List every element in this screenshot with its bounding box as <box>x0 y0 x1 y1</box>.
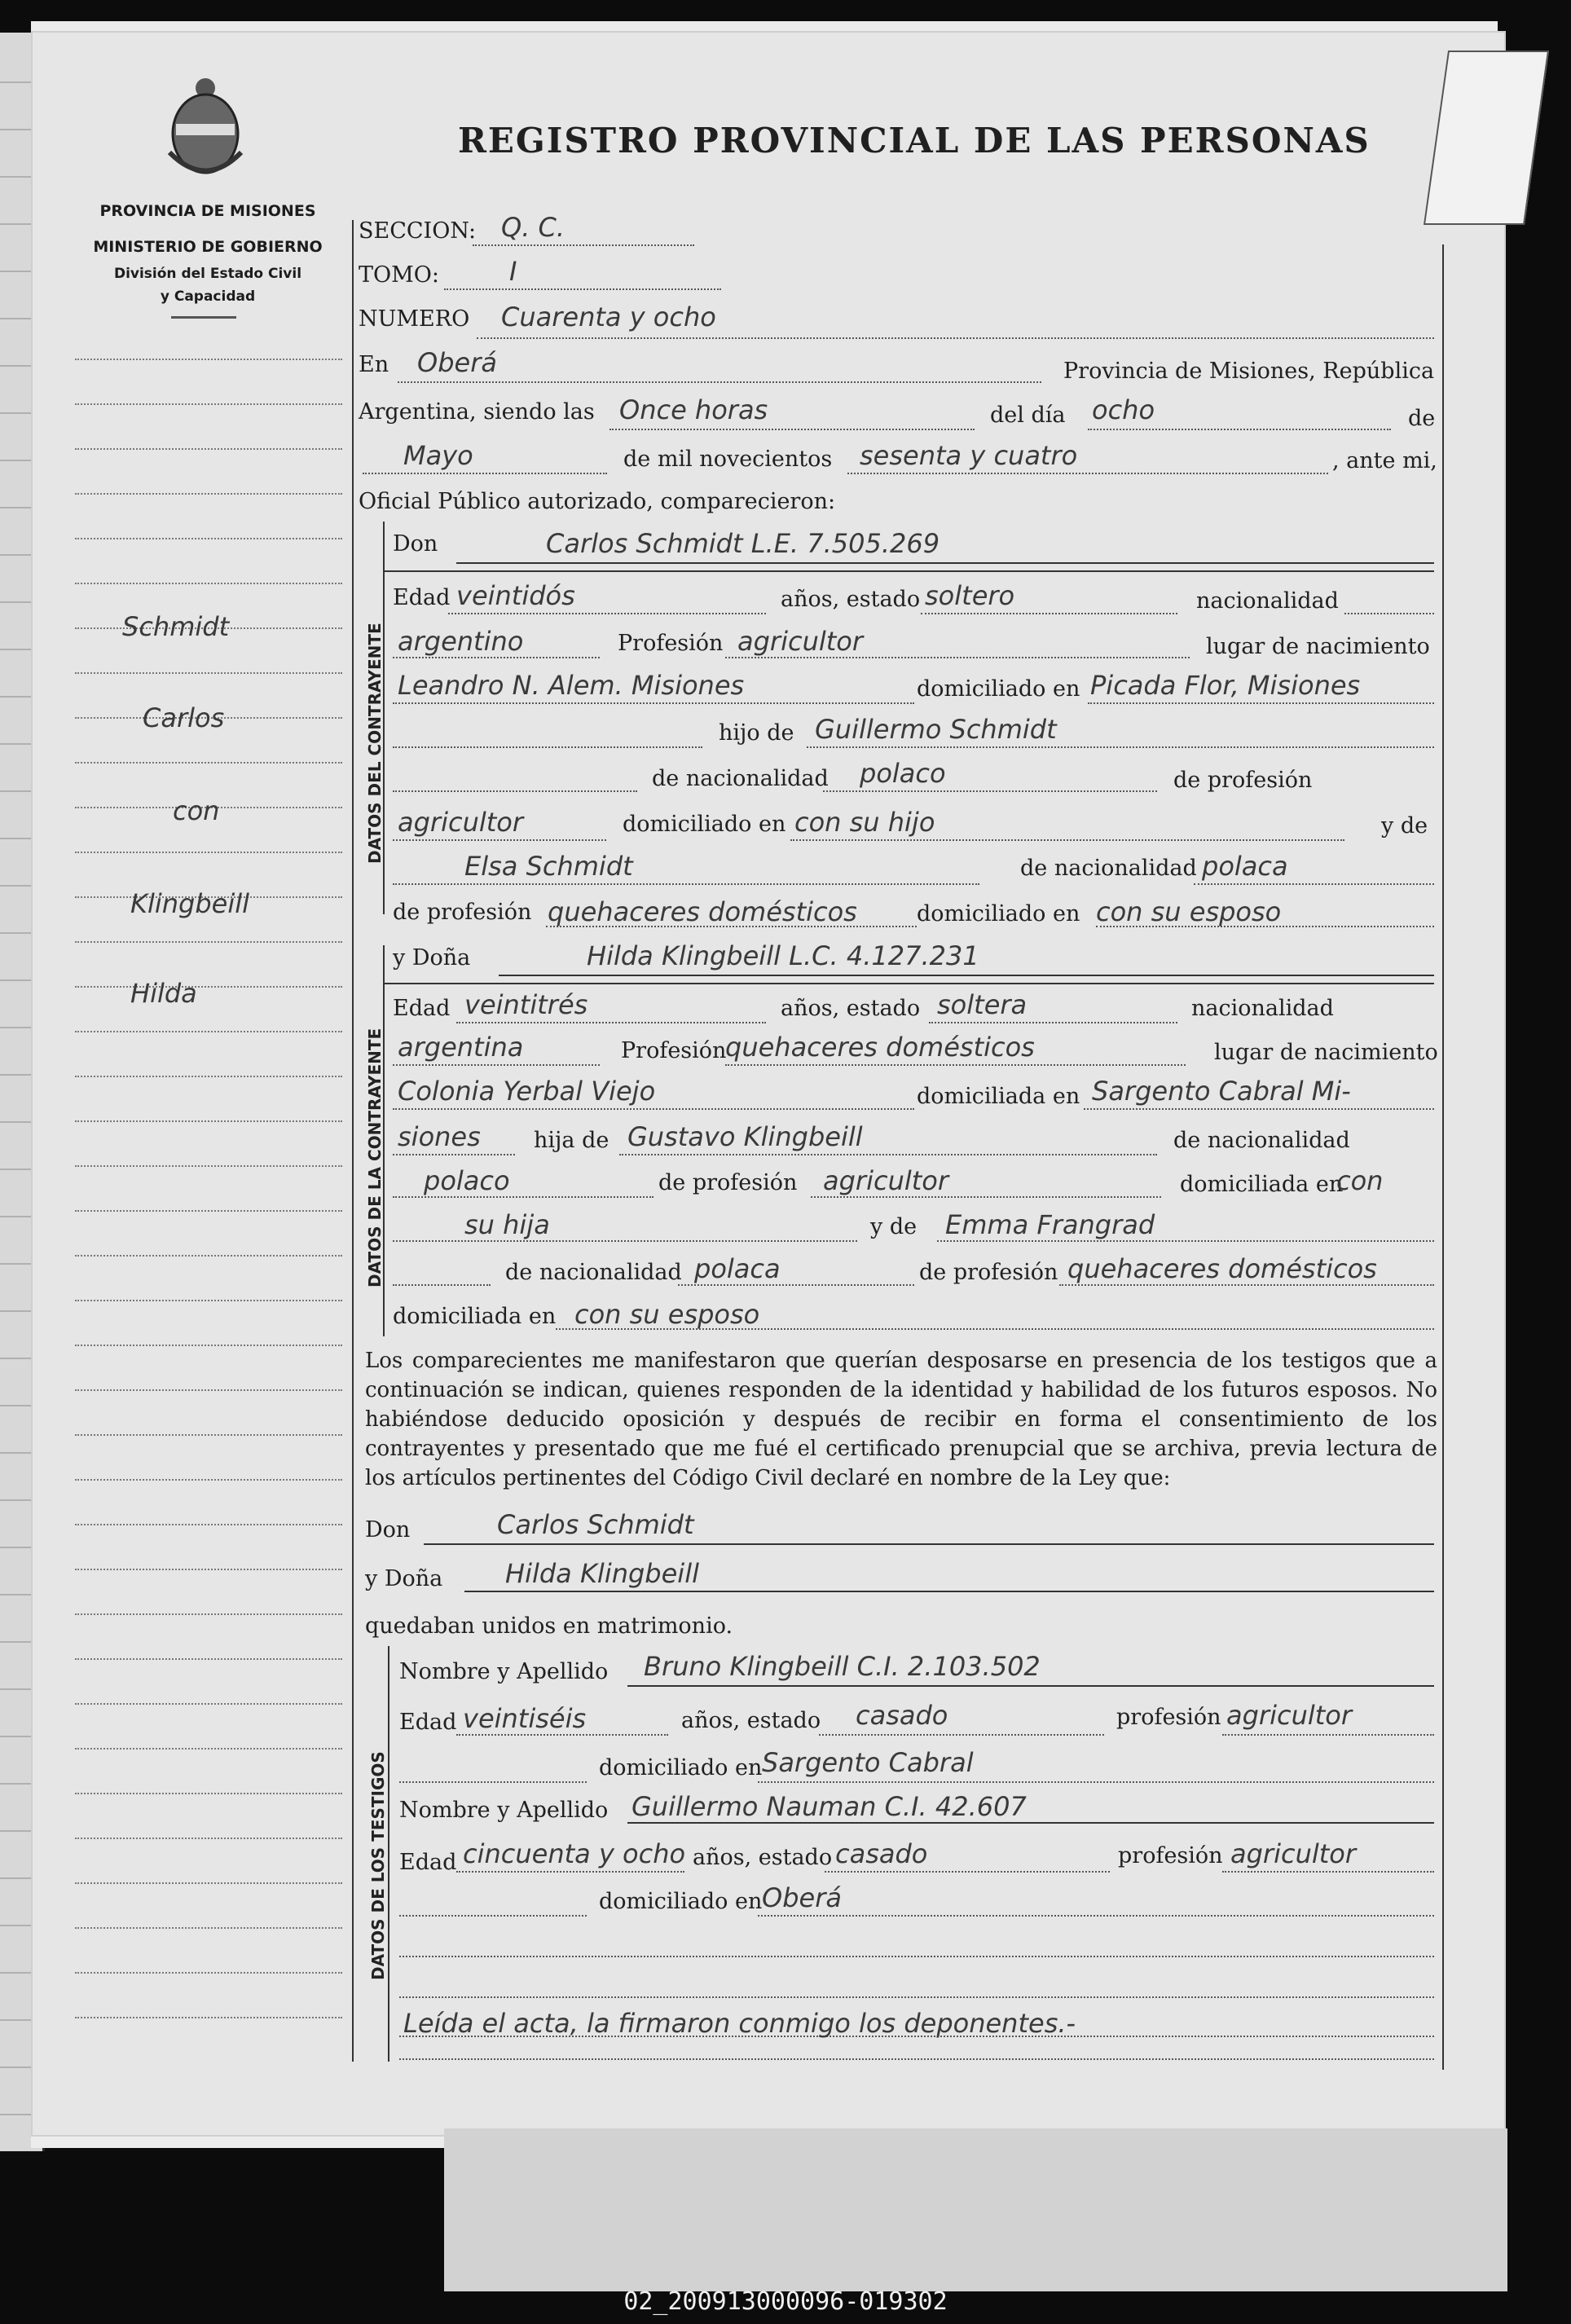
contrayente-padre: Guillermo Schmidt <box>815 714 1057 745</box>
nombre-label-1: Nombre y Apellido <box>399 1659 609 1684</box>
contrayenta-nacionalidad: argentina <box>398 1032 524 1063</box>
underlying-page <box>444 2128 1507 2291</box>
lugar-nac-label: lugar de nacimiento <box>1206 634 1430 659</box>
margin-note: Schmidt <box>122 611 230 642</box>
field-line <box>399 2058 1434 2060</box>
margin-note: Hilda <box>130 978 197 1009</box>
field-line <box>1194 883 1434 885</box>
field-line <box>393 1284 491 1286</box>
edad-label: Edad <box>393 585 451 610</box>
contrayente-domicilio: Picada Flor, Misiones <box>1090 670 1361 701</box>
nacionalidad-label: nacionalidad <box>1196 588 1339 614</box>
profesion-label: Profesión <box>621 1038 727 1063</box>
field-line <box>393 1240 857 1242</box>
field-line <box>499 975 1434 976</box>
contrayente-padre-dom: con su hijo <box>794 807 935 838</box>
edad-label: Edad <box>393 996 451 1021</box>
signature-statement: Leída el acta, la firmaron conmigo los deponentes.- <box>403 2008 1076 2039</box>
contrayenta-padre-dom: con <box>1336 1165 1384 1196</box>
field-line <box>393 746 702 748</box>
seccion-label: SECCION: <box>359 218 477 244</box>
oficial-text: Oficial Público autorizado, comparecieron: <box>359 489 836 514</box>
field-line <box>444 288 721 290</box>
field-line <box>399 1956 1434 1957</box>
agency-line-3: División del Estado Civil <box>113 266 302 282</box>
contrayenta-padre-dom-cont: su hija <box>464 1209 550 1240</box>
decl-don-label: Don <box>365 1517 411 1543</box>
contrayenta-estado: soltera <box>937 989 1028 1020</box>
margin-rule <box>75 403 342 405</box>
testigo-1-estado: casado <box>856 1700 948 1731</box>
don-label: Don <box>393 531 438 557</box>
contrayente-madre-prof: quehaceres domésticos <box>548 896 857 927</box>
contrayente-section-label: DATOS DEL CONTRAYENTE <box>365 623 385 864</box>
profesion-label: Profesión <box>618 631 724 656</box>
field-line <box>399 1915 587 1917</box>
estado-label-2: años, estado <box>693 1845 833 1870</box>
field-line <box>393 790 637 792</box>
margin-note: Klingbeill <box>130 888 250 919</box>
margin-rule <box>75 1300 342 1301</box>
field-line <box>393 1154 515 1155</box>
del-dia-label: del día <box>990 403 1066 428</box>
hora-value: Once horas <box>619 394 768 425</box>
form-right-border <box>1442 244 1444 2070</box>
margin-note: Carlos <box>143 702 225 733</box>
field-line <box>383 983 1434 984</box>
field-line <box>619 1154 1157 1155</box>
contrayente-madre: Elsa Schmidt <box>464 851 633 882</box>
padre-nac-label: de nacionalidad <box>1173 1128 1350 1153</box>
margin-note: con <box>173 795 220 826</box>
margin-rule <box>75 1345 342 1346</box>
margin-rule <box>75 1031 342 1032</box>
field-line <box>1088 429 1391 430</box>
domiciliado-label-2: domiciliado en <box>599 1889 763 1914</box>
margin-rule <box>75 941 342 943</box>
madre-prof-label: de profesión <box>919 1260 1058 1285</box>
field-line <box>929 1022 1177 1023</box>
edad-label-1: Edad <box>399 1710 457 1735</box>
field-line <box>424 1543 1434 1545</box>
contrayenta-madre-dom: con su esposo <box>574 1299 760 1330</box>
field-line <box>823 790 1157 792</box>
dia-value: ocho <box>1092 394 1155 425</box>
field-line <box>825 1871 1110 1873</box>
contrayenta-madre-nac: polaca <box>694 1253 781 1284</box>
contrayenta-domicilio: Sargento Cabral Mi- <box>1092 1076 1351 1107</box>
testigos-section-label: DATOS DE LOS TESTIGOS <box>368 1751 388 1980</box>
en-value: Oberá <box>417 347 497 378</box>
margin-rule <box>75 359 342 360</box>
margin-rule <box>75 1748 342 1750</box>
field-line <box>399 1996 1434 1998</box>
margin-rule <box>75 1927 342 1929</box>
margin-rule <box>75 1255 342 1257</box>
field-line <box>1059 1284 1434 1286</box>
padre-prof-label: de profesión <box>1173 768 1313 793</box>
madre-dom-label: domiciliada en <box>393 1304 557 1329</box>
testigo-1-profesion: agricultor <box>1226 1700 1353 1731</box>
nacionalidad-label: nacionalidad <box>1191 996 1334 1021</box>
field-line <box>383 570 1434 572</box>
testigo-1-domicilio: Sargento Cabral <box>762 1747 974 1778</box>
padre-dom-label: domiciliado en <box>623 812 786 837</box>
field-line <box>725 1064 1186 1066</box>
field-line <box>393 839 606 841</box>
ante-label: , ante mi, <box>1332 448 1437 473</box>
field-line <box>1222 1871 1434 1873</box>
tomo-value: I <box>509 256 517 287</box>
domiciliado-label: domiciliado en <box>917 676 1080 702</box>
margin-rule <box>75 1838 342 1839</box>
en-label: En <box>359 352 389 377</box>
contrayente-nacionalidad: argentino <box>398 626 524 657</box>
contrayenta-name: Hilda Klingbeill L.C. 4.127.231 <box>587 940 979 971</box>
field-line <box>819 1734 1104 1736</box>
margin-rule <box>75 583 342 584</box>
field-line <box>456 1022 766 1023</box>
margin-rule <box>75 1972 342 1974</box>
field-line <box>393 1108 914 1110</box>
field-line <box>456 1871 684 1873</box>
numero-label: NUMERO <box>359 306 470 332</box>
contrayenta-lugar: Colonia Yerbal Viejo <box>398 1076 656 1107</box>
field-line <box>921 613 1177 614</box>
lugar-nac-label: lugar de nacimiento <box>1214 1040 1438 1065</box>
field-line <box>847 473 1328 474</box>
testigo-2-nombre: Guillermo Nauman C.I. 42.607 <box>631 1791 1027 1822</box>
contrayenta-edad: veintitrés <box>464 989 588 1020</box>
testigo-2-edad: cincuenta y ocho <box>463 1838 686 1869</box>
testigo-2-estado: casado <box>835 1838 928 1869</box>
field-line <box>448 613 766 614</box>
y-dona-label: y Doña <box>393 945 471 971</box>
margin-rule <box>75 672 342 674</box>
margin-rule <box>75 448 342 450</box>
field-line <box>627 1685 1434 1687</box>
field-line <box>1222 1734 1434 1736</box>
y-de-label: y de <box>1381 813 1428 838</box>
contrayenta-padre-prof: agricultor <box>823 1165 949 1196</box>
field-line <box>758 1781 1434 1783</box>
margin-rule <box>75 1120 342 1122</box>
agency-underline <box>171 316 236 319</box>
field-line <box>393 657 600 658</box>
field-line <box>609 429 975 430</box>
margin-rule <box>75 762 342 764</box>
testigo-1-edad: veintiséis <box>463 1703 587 1734</box>
testigo-1-nombre: Bruno Klingbeill C.I. 2.103.502 <box>644 1651 1041 1682</box>
contrayente-edad: veintidós <box>456 580 575 611</box>
field-line <box>811 1196 1161 1198</box>
profesion-label-2: profesión <box>1118 1843 1223 1868</box>
field-line <box>678 1284 914 1286</box>
field-line <box>627 1822 1434 1824</box>
field-line <box>393 1196 653 1198</box>
margin-rule <box>75 852 342 853</box>
seccion-value: Q. C. <box>501 212 565 243</box>
margin-rule <box>75 1524 342 1525</box>
domiciliada-label: domiciliada en <box>917 1084 1080 1109</box>
padre-prof-label: de profesión <box>658 1170 798 1195</box>
estado-label-1: años, estado <box>681 1708 821 1733</box>
de-label: de <box>1408 406 1436 431</box>
field-line <box>393 883 979 885</box>
margin-rule <box>75 1658 342 1660</box>
field-line <box>725 657 1190 658</box>
contrayente-estado: soltero <box>925 580 1015 611</box>
field-line <box>363 473 607 474</box>
contrayente-padre-prof: agricultor <box>398 807 524 838</box>
contrayente-name: Carlos Schmidt L.E. 7.505.269 <box>546 528 940 559</box>
nombre-label-2: Nombre y Apellido <box>399 1798 609 1823</box>
testigo-2-domicilio: Oberá <box>762 1882 842 1913</box>
margin-rule <box>75 1569 342 1570</box>
margin-rule <box>75 1165 342 1167</box>
field-line <box>393 702 914 704</box>
coat-of-arms-icon <box>160 75 251 189</box>
testigos-border <box>388 1646 389 2062</box>
agency-line-4: y Capacidad <box>160 288 256 305</box>
field-line <box>473 244 694 246</box>
padre-dom-label: domiciliada en <box>1180 1172 1344 1197</box>
padre-nac-label: de nacionalidad <box>652 766 829 791</box>
estado-label: años, estado <box>781 587 921 612</box>
edad-label-2: Edad <box>399 1850 457 1875</box>
field-line <box>1088 702 1434 704</box>
margin-rule <box>75 538 342 539</box>
decl-don-value: Carlos Schmidt <box>497 1509 694 1540</box>
contrayente-madre-nac: polaca <box>1202 851 1288 882</box>
field-line <box>758 1915 1434 1917</box>
argentina-text: Argentina, siendo las <box>359 399 595 425</box>
margin-rule <box>75 493 342 495</box>
margin-rule <box>75 986 342 988</box>
numero-value: Cuarenta y ocho <box>501 302 716 332</box>
contrayenta-domicilio-cont: siones <box>398 1121 481 1152</box>
field-line <box>393 1064 600 1066</box>
field-line <box>464 1591 1434 1592</box>
contrayente-padre-nac: polaco <box>860 758 946 789</box>
madre-nac-label: de nacionalidad <box>505 1260 682 1285</box>
field-line <box>399 1781 587 1783</box>
tomo-label: TOMO: <box>359 262 440 288</box>
contrayenta-padre: Gustavo Klingbeill <box>627 1121 863 1152</box>
hijo-de-label: hijo de <box>719 720 794 746</box>
hija-de-label: hija de <box>534 1128 609 1153</box>
contrayenta-madre: Emma Frangrad <box>945 1209 1155 1240</box>
testigo-2-profesion: agricultor <box>1230 1838 1357 1869</box>
madre-dom-label: domiciliado en <box>917 901 1080 927</box>
field-line <box>398 381 1041 383</box>
agency-line-1: PROVINCIA DE MISIONES <box>99 202 316 220</box>
margin-rule <box>75 1703 342 1705</box>
contrayente-profesion: agricultor <box>737 626 864 657</box>
decl-dona-value: Hilda Klingbeill <box>505 1558 699 1589</box>
contrayenta-profesion: quehaceres domésticos <box>725 1032 1035 1063</box>
y-de-label: y de <box>870 1214 918 1239</box>
provincia-text: Provincia de Misiones, República <box>1063 359 1435 384</box>
margin-rule <box>75 1389 342 1391</box>
contrayenta-madre-prof: quehaceres domésticos <box>1067 1253 1377 1284</box>
mil-label: de mil novecientos <box>623 447 833 472</box>
declaration-paragraph: Los comparecientes me manifestaron que querían desposarse en presencia de los testigos que a continuación se indican, quienes responden de la identidad y habilidad de los futuros esposos. No habiéndose deducido oposición y después de recibir en forma el consentimiento de los contrayentes y presentado que me fué el certificado prenupcial que se archiva, previa lectura de los artículos pertinentes del Código Civil declaré en nombre de la Ley que: <box>365 1349 1437 1490</box>
madre-prof-label: de profesión <box>393 900 532 925</box>
margin-rule <box>75 1434 342 1436</box>
field-line <box>937 1240 1434 1242</box>
contrayenta-section-label: DATOS DE LA CONTRAYENTE <box>365 1028 385 1287</box>
field-line <box>1084 1108 1434 1110</box>
matrimonio-text: quedaban unidos en matrimonio. <box>365 1613 733 1639</box>
margin-rule <box>75 1882 342 1884</box>
field-line <box>456 1734 668 1736</box>
margin-rule <box>75 2017 342 2018</box>
margin-rule <box>75 1613 342 1615</box>
margin-rule <box>75 1210 342 1212</box>
contrayente-madre-dom: con su esposo <box>1096 896 1282 927</box>
madre-nac-label: de nacionalidad <box>1020 856 1197 881</box>
estado-label: años, estado <box>781 996 921 1021</box>
field-line <box>790 839 1344 841</box>
page-title: REGISTRO PROVINCIAL DE LAS PERSONAS <box>458 121 1371 161</box>
image-id-footer: 02_200913000096-019302 <box>623 2287 948 2316</box>
mes-value: Mayo <box>403 440 473 471</box>
contrayente-lugar: Leandro N. Alem. Misiones <box>398 670 745 701</box>
contrayenta-padre-nac: polaco <box>424 1165 510 1196</box>
domiciliado-label-1: domiciliado en <box>599 1755 763 1780</box>
field-line <box>807 746 1434 748</box>
margin-rule <box>75 1793 342 1794</box>
profesion-label-1: profesión <box>1116 1705 1221 1730</box>
field-line <box>1344 613 1434 614</box>
form-left-border <box>352 220 354 2062</box>
margin-rule <box>75 1076 342 1077</box>
anio-value: sesenta y cuatro <box>860 440 1078 471</box>
field-line <box>456 562 1434 564</box>
margin-rule <box>75 1479 342 1481</box>
agency-line-2: MINISTERIO DE GOBIERNO <box>93 238 323 256</box>
decl-dona-label: y Doña <box>365 1566 443 1591</box>
field-line <box>477 337 1434 339</box>
